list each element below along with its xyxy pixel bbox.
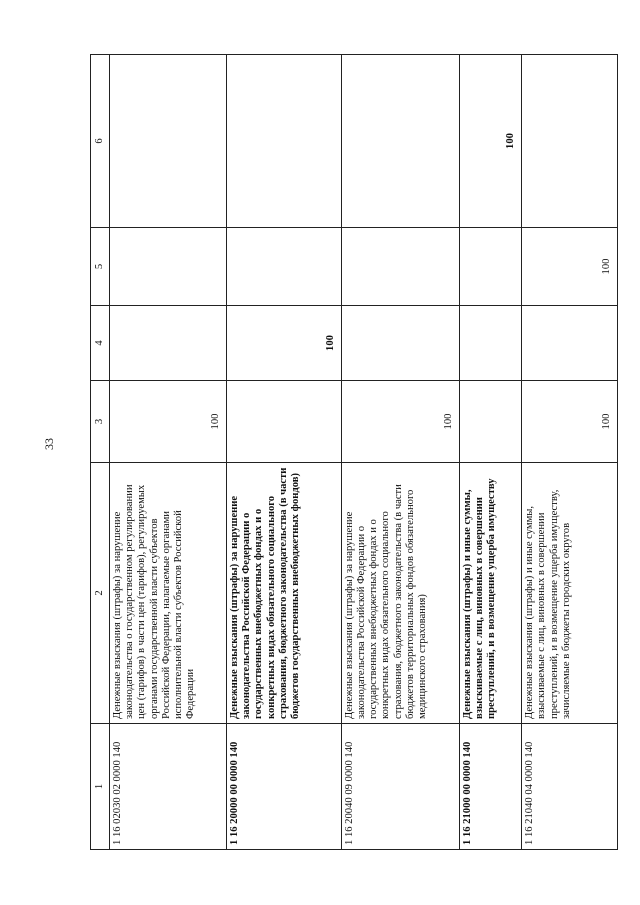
description-cell: Денежные взыскания (штрафы) и иные суммы, взыскиваемые с лиц, виновных в совершении преступлений, и в возмещение ущерба имуществу, зачисляемые в бюджеты городских округов (522, 463, 618, 724)
value-cell (110, 306, 227, 381)
table-row (459, 55, 521, 850)
value-cell (341, 55, 459, 228)
value-cell: 100 (341, 381, 459, 463)
value-cell (341, 228, 459, 306)
page-number: 33 (42, 438, 56, 450)
value-cell (522, 55, 618, 228)
header-cell: 4 (91, 306, 110, 381)
budget-classification-table (90, 55, 618, 850)
value-cell (110, 228, 227, 306)
budget-code-cell: 1 16 20040 09 0000 140 (341, 724, 459, 850)
budget-code-cell: 1 16 20000 00 0000 140 (226, 724, 341, 850)
header-cell: 2 (91, 463, 110, 724)
description-cell: Денежные взыскания (штрафы) за нарушение законодательства Российской Федерации о государственных внебюджетных фондах и о конкретных видах обязательного социального страхования, бюджетного законодательства (в части бюджетов государственных внебюджетных фондов) (226, 463, 341, 724)
header-cell: 3 (91, 381, 110, 463)
value-cell (459, 381, 521, 463)
table-row (341, 55, 459, 850)
budget-code-cell: 1 16 21000 00 0000 140 (459, 724, 521, 850)
value-cell (522, 306, 618, 381)
value-cell (459, 228, 521, 306)
budget-code-cell: 1 16 21040 04 0000 140 (522, 724, 618, 850)
value-cell: 100 (226, 306, 341, 381)
table-header-row (91, 55, 110, 850)
value-cell (459, 306, 521, 381)
value-cell (110, 55, 227, 228)
header-cell: 5 (91, 228, 110, 306)
value-cell (226, 55, 341, 228)
description-cell: Денежные взыскания (штрафы) за нарушение законодательства Российской Федерации о государственных внебюджетных фондах и о конкретных видах обязательного социального страхования, бюджетного законодательства (в части бюджетов территориальных фондов обязательного медицинского страхования) (341, 463, 459, 724)
table-row (226, 55, 341, 850)
value-cell (226, 381, 341, 463)
table-row (110, 55, 227, 850)
value-cell: 100 (459, 55, 521, 228)
description-cell: Денежные взыскания (штрафы) за нарушение законодательства о государственном регулировании цен (тарифов) в части цен (тарифов), регулируемых органами государственной власти субъектов Российской Федерации, налагаемые органами исполнительной власти субъектов Российской Федерации (110, 463, 227, 724)
value-cell: 100 (522, 381, 618, 463)
value-cell: 100 (110, 381, 227, 463)
value-cell (226, 228, 341, 306)
value-cell (341, 306, 459, 381)
budget-code-cell: 1 16 02030 02 0000 140 (110, 724, 227, 850)
description-cell: Денежные взыскания (штрафы) и иные суммы, взыскиваемые с лиц, виновных в совершении преступлений, и в возмещение ущерба имуществу (459, 463, 521, 724)
value-cell: 100 (522, 228, 618, 306)
table-row (522, 55, 618, 850)
header-cell: 1 (91, 724, 110, 850)
header-cell: 6 (91, 55, 110, 228)
